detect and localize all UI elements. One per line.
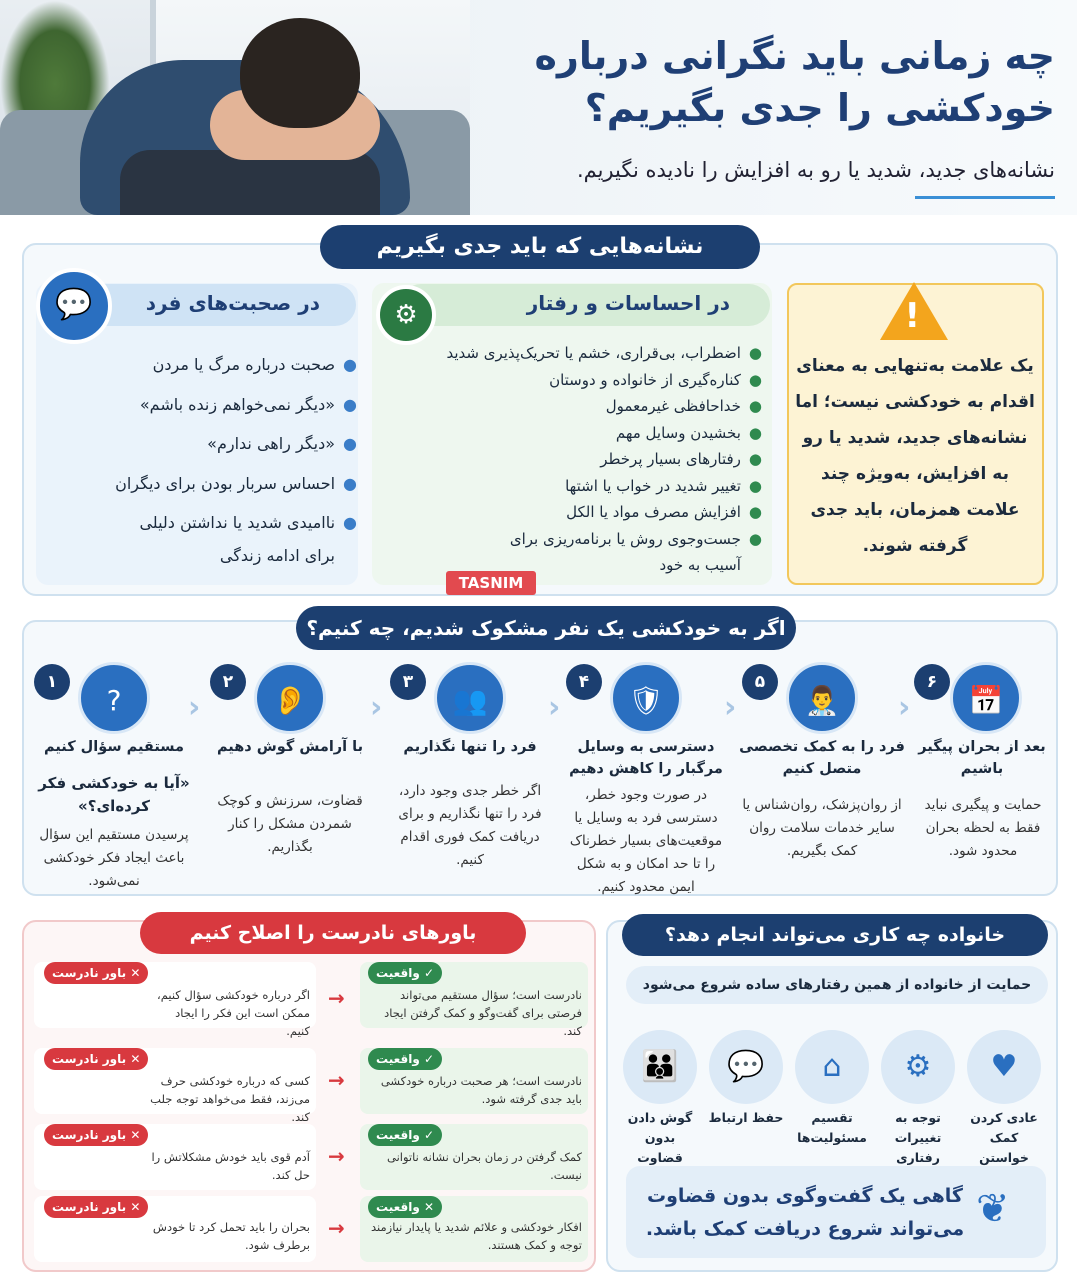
chevron-left-icon: ‹ [548,690,561,725]
check-icon: ✓ [419,1052,435,1066]
fact-text: کمک گرفتن در زمان بحران نشانه ناتوانی نیست. [387,1150,582,1182]
warning-exclamation: ! [904,296,920,336]
list-item: ●کناره‌گیری از خانواده و دوستان [549,370,762,389]
myth-tag-label: باور نادرست [52,1200,127,1214]
close-icon: ✕ [126,1052,141,1066]
myth-tag [44,962,148,984]
chevron-left-icon: ‹ [898,690,911,725]
list-item-continued: آسیب به خود [659,556,741,574]
step-1 [30,652,201,892]
family-item-label: گوش دادن بدون قضاوت [627,1110,693,1165]
step-number: ۱ [34,664,70,700]
family-item [964,1030,1044,1168]
check-icon: ✓ [419,1128,435,1142]
arrow-right-icon: → [328,1216,345,1240]
list-item: ●جست‌وجوی روش یا برنامه‌ریزی برای [509,529,762,548]
talk-list [57,345,357,569]
heart-hand-icon: ♥ [967,1030,1041,1104]
family-item-label: عادی کردن کمک خواستن [970,1110,1038,1165]
head-gear-icon: ⚙ [881,1030,955,1104]
step-6 [910,652,1054,892]
myths-section-title: باورهای نادرست را اصلاح کنیم [140,912,526,954]
list-item: ●احساس سربار بودن برای دیگران [115,473,357,493]
family-item-label: حفظ ارتباط [708,1110,784,1125]
step-title: بعد از بحران پیگیر باشیم [918,739,1046,777]
fact-tag [368,962,442,984]
fact-tag-label: واقعیت [376,966,420,980]
step-body: قضاوت، سرزنش و کوچک شمردن مشکل را کنار بگذاریم. [217,793,363,855]
page-title: چه زمانی باید نگرانی درباره خودکشی را جدی بگیریم؟ [534,34,1055,130]
close-icon: ✕ [126,1200,141,1214]
step-title: مستقیم سؤال کنیم [43,739,184,755]
step-number: ۵ [742,664,778,700]
people-icon: 👥 [434,662,506,734]
list-item: ●افزایش مصرف مواد یا الکل [566,503,762,521]
list-item: ●خداحافظی غیرمعمول [605,397,762,415]
watermark: TASNIM [446,571,536,595]
list-item: ●«دیگر راهی ندارم» [207,434,357,453]
close-icon: ✕ [126,966,141,980]
fact-tag [368,1048,442,1070]
fact-text: نادرست است؛ هر صحبت درباره خودکشی باید جدی گرفته شود. [380,1074,582,1106]
home-icon: ⌂ [795,1030,869,1104]
step-body: پرسیدن مستقیم این سؤال باعث ایجاد فکر خودکشی نمی‌شود. [39,827,189,889]
step-body: در صورت وجود خطر، دسترسی فرد به وسایل یا موقعیت‌های بسیار خطرناک را تا حد امکان و به شکل ایمن محدود کنیم. [569,787,723,895]
behavior-title: در احساسات و رفتار [526,291,730,315]
chat-icon: 💬 [709,1030,783,1104]
talk-title: در صحبت‌های فرد [145,291,320,315]
step-2 [206,652,374,892]
family-callout-text: گاهی یک گفت‌وگوی بدون قضاوت می‌تواند شروع دریافت کمک باشد. [645,1185,965,1240]
step-body: حمایت و پیگیری نباید فقط به لحظه بحران محدود شود. [924,797,1042,859]
list-item: ●اضطراب، بی‌قراری، خشم یا تحریک‌پذیری شدید [446,344,762,362]
list-item: ●صحبت درباره مرگ یا مردن [152,355,357,374]
family-subtitle: حمایت از خانواده از همین رفتارهای ساده شروع می‌شود [626,966,1048,1004]
arrow-right-icon: → [328,1144,345,1168]
warning-text: یک علامت به‌تنهایی به معنای اقدام به خودکشی نیست؛ اما نشانه‌های جدید، شدید یا رو به افزایش، به‌ویژه چند علامت همزمان، باید جدی گرفته شوند. [795,356,1035,556]
speech-bubble-icon: 💬 [36,268,112,344]
myth-tag [44,1196,148,1218]
myth-tag-label: باور نادرست [52,966,127,980]
family-item [620,1030,700,1168]
family-item [706,1030,786,1128]
page-subtitle: نشانه‌های جدید، شدید یا رو به افزایش را نادیده نگیریم. [576,158,1055,182]
calendar-icon: 📅 [950,662,1022,734]
list-item-continued: برای ادامه زندگی [219,545,335,565]
step-title: دسترسی به وسایل مرگبار را کاهش دهیم [569,739,723,777]
step-body: اگر خطر جدی وجود دارد، فرد را تنها نگذاریم و برای دریافت کمک فوری اقدام کنیم. [398,783,542,868]
step-5 [738,652,906,892]
check-icon: ✓ [419,966,435,980]
list-item: ●رفتارهای بسیار پرخطر [600,450,762,468]
list-item: ●«دیگر نمی‌خواهم زنده باشم» [139,394,357,414]
family-item-label: تقسیم مسئولیت‌ها [797,1110,867,1145]
myth-text: آدم قوی باید خودش مشکلاتش را حل کند. [151,1150,310,1182]
myth-text: اگر درباره خودکشی سؤال کنیم، ممکن است این فکر را ایجاد کنیم. [157,988,310,1038]
family-item-label: توجه به تغییرات رفتاری [894,1110,942,1165]
step-title: فرد را به کمک تخصصی متصل کنیم [739,739,905,777]
photo-person-head [240,18,360,128]
step-number: ۲ [210,664,246,700]
ear-icon: 👂 [254,662,326,734]
subtitle-underline [915,196,1055,199]
step-number: ۳ [390,664,426,700]
list-item: ●تغییر شدید در خواب یا اشتها [565,476,762,495]
chevron-left-icon: ‹ [188,690,201,725]
arrow-right-icon: → [328,986,345,1010]
shield-icon: 🛡 [610,662,682,734]
fact-tag-label: واقعیت [376,1052,420,1066]
check-icon: ✕ [419,1200,435,1214]
arrow-right-icon: → [328,1068,345,1092]
fact-text: نادرست است؛ سؤال مستقیم می‌تواند فرصتی برای گفت‌وگو و کمک گرفتن ایجاد کند. [384,988,582,1038]
close-icon: ✕ [126,1128,141,1142]
fact-tag [368,1196,442,1218]
fact-tag [368,1124,442,1146]
family-section-title: خانواده چه کاری می‌تواند انجام دهد؟ [622,914,1048,956]
myth-tag [44,1124,148,1146]
myth-tag-label: باور نادرست [52,1052,127,1066]
step-number: ۴ [566,664,602,700]
chevron-left-icon: ‹ [724,690,737,725]
group-icon: 👪 [623,1030,697,1104]
question-bubble-icon: ? [78,662,150,734]
myth-tag [44,1048,148,1070]
steps-section-title: اگر به خودکشی یک نفر مشکوک شدیم، چه کنیم؟ [296,606,796,650]
step-title: فرد را تنها نگذاریم [403,739,537,755]
fact-tag-label: واقعیت [376,1200,420,1214]
chevron-left-icon: ‹ [370,690,383,725]
step-3 [386,652,554,892]
myth-text: بحران را باید تحمل کرد تا خودش برطرف شود. [152,1220,310,1252]
doctor-icon: 👨‍⚕ [786,662,858,734]
list-item: ●ناامیدی شدید یا نداشتن دلیلی [139,513,357,532]
myth-text: کسی که درباره خودکشی حرف می‌زند، فقط می‌خواهد توجه جلب کند. [150,1074,310,1124]
plant-icon: ❦ [976,1186,1010,1232]
step-4 [562,652,730,895]
myth-tag-label: باور نادرست [52,1128,127,1142]
fact-text: افکار خودکشی و علائم شدید یا پایدار نیازمند توجه و کمک هستند. [370,1220,582,1252]
step-number: ۶ [914,664,950,700]
step-body: از روان‌پزشک، روان‌شناس یا سایر خدمات سلامت روان کمک بگیریم. [742,797,902,859]
family-item [878,1030,958,1168]
signs-section-title: نشانه‌هایی که باید جدی بگیریم [320,225,760,269]
list-item: ●بخشیدن وسایل مهم [615,423,762,442]
step-title: با آرامش گوش دهیم [216,739,364,755]
family-item [792,1030,872,1148]
step-quote: «آیا به خودکشی فکر کرده‌ای؟» [38,774,190,815]
head-gear-icon: ⚙ [376,285,436,345]
behavior-list [402,340,762,579]
fact-tag-label: واقعیت [376,1128,420,1142]
